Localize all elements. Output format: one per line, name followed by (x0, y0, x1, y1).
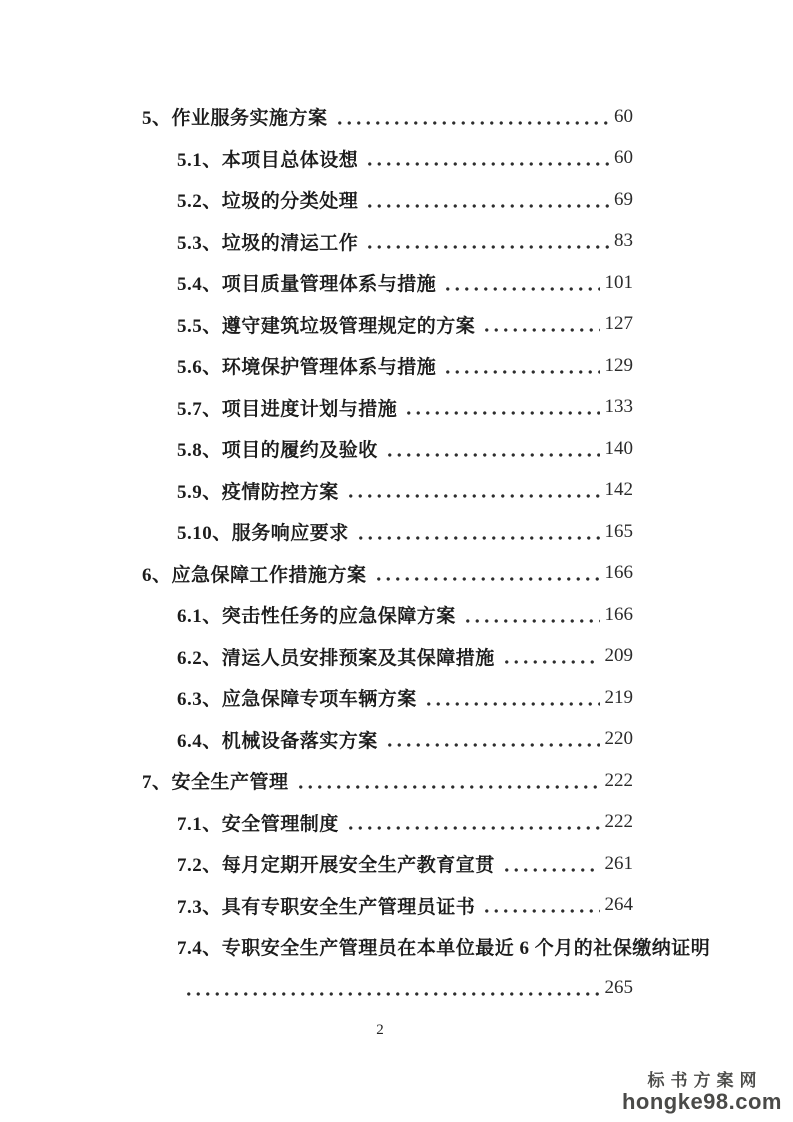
leader-dots-icon (441, 262, 599, 304)
leader-dots-icon (344, 470, 600, 512)
toc-entry-page: 83 (614, 230, 633, 252)
toc-entry (142, 387, 633, 429)
toc-entry (142, 179, 633, 221)
toc-entry-page: 165 (604, 520, 633, 542)
toc-entry-page: 129 (604, 354, 633, 376)
leader-dots-icon (480, 885, 599, 927)
toc-entry-title: 5.9、疫情防控方案 (177, 481, 339, 503)
toc-entry-title: 5.6、环境保护管理体系与措施 (177, 357, 437, 379)
leader-dots-icon (500, 843, 600, 885)
leader-dots-icon (344, 802, 600, 844)
toc-entry (142, 511, 633, 553)
leader-dots-icon (441, 345, 599, 387)
toc-entry-title: 7.2、每月定期开展安全生产教育宣贯 (177, 855, 495, 877)
toc-entry-title: 7、安全生产管理 (142, 772, 289, 794)
toc-entry (142, 802, 633, 844)
leader-dots-icon (383, 719, 600, 761)
toc-entry-title: 6.1、突击性任务的应急保障方案 (177, 606, 456, 628)
toc-entry-page: 222 (604, 811, 633, 833)
toc-entry-page: 133 (604, 396, 633, 418)
toc-entry (142, 221, 633, 263)
toc-entry (142, 760, 633, 802)
toc-entry (142, 138, 633, 180)
toc-entry-page: 140 (604, 437, 633, 459)
toc-entry-title: 7.1、安全管理制度 (177, 813, 339, 835)
toc-entry-page: 101 (604, 271, 633, 293)
leader-dots-icon (402, 387, 599, 429)
toc-entry-page: 60 (614, 147, 633, 169)
toc-list (142, 96, 711, 1009)
toc-entry-title: 5、作业服务实施方案 (142, 108, 328, 130)
toc-entry-title: 5.1、本项目总体设想 (177, 149, 359, 171)
toc-entry (142, 885, 633, 927)
toc-entry (142, 677, 633, 719)
watermark (622, 1072, 782, 1113)
toc-entry-title: 6.4、机械设备落实方案 (177, 730, 378, 752)
toc-entry (142, 262, 633, 304)
leader-dots-icon (461, 594, 600, 636)
toc-entry-title: 5.5、遵守建筑垃圾管理规定的方案 (177, 315, 476, 337)
footer-page-number: 2 (376, 1022, 384, 1038)
toc-entry-page: 219 (604, 686, 633, 708)
toc-entry-title: 6、应急保障工作措施方案 (142, 564, 367, 586)
toc-entry-page: 264 (604, 894, 633, 916)
toc-entry-page: 209 (604, 645, 633, 667)
toc-entry-title: 5.10、服务响应要求 (177, 523, 349, 545)
toc-entry-title: 7.3、具有专职安全生产管理员证书 (177, 896, 476, 918)
toc-entry-title: 5.7、项目进度计划与措施 (177, 398, 398, 420)
toc-entry-page: 60 (614, 105, 633, 127)
toc-entry-title: 5.2、垃圾的分类处理 (177, 191, 359, 213)
leader-dots-icon (422, 677, 600, 719)
leader-dots-icon (383, 428, 600, 470)
toc-entry (142, 304, 633, 346)
toc-entry (142, 719, 633, 761)
toc-entry-page: 166 (604, 562, 633, 584)
leader-dots-icon (372, 553, 600, 595)
watermark-site-name: 标书方案网 (647, 1071, 763, 1091)
toc-entry (142, 843, 633, 885)
toc-entry (142, 428, 633, 470)
toc-entry-title: 6.2、清运人员安排预案及其保障措施 (177, 647, 495, 669)
toc-entry-page: 142 (604, 479, 633, 501)
toc-entry-title: 5.3、垃圾的清运工作 (177, 232, 359, 254)
leader-dots-icon (294, 760, 600, 802)
leader-dots-icon (500, 636, 600, 678)
leader-dots-icon (354, 511, 600, 553)
leader-dots-icon (480, 304, 599, 346)
toc-entry (142, 96, 633, 138)
leader-dots-icon (363, 138, 609, 180)
toc-entry (142, 470, 633, 512)
leader-dots-icon (363, 221, 609, 263)
toc-entry (142, 594, 633, 636)
toc-entry-title: 7.4、专职安全生产管理员在本单位最近 6 个月的社保缴纳证明 (177, 938, 711, 960)
toc-entry-page: 127 (604, 313, 633, 335)
toc-entry-title: 5.4、项目质量管理体系与措施 (177, 274, 437, 296)
toc-entry (142, 553, 633, 595)
toc-entry-title: 5.8、项目的履约及验收 (177, 440, 378, 462)
toc-entry (142, 636, 633, 678)
toc-entry-page: 265 (604, 977, 633, 999)
leader-dots-icon (363, 179, 609, 221)
leader-dots-icon (182, 968, 600, 1010)
toc-entry-page: 69 (614, 188, 633, 210)
toc-entry-title: 6.3、应急保障专项车辆方案 (177, 689, 417, 711)
toc-entry-page: 220 (604, 728, 633, 750)
toc-entry-page: 166 (604, 603, 633, 625)
toc-entry-page: 222 (604, 769, 633, 791)
toc-entry (142, 968, 633, 1010)
toc-entry (142, 926, 711, 968)
toc-entry (142, 345, 633, 387)
leader-dots-icon (333, 96, 609, 138)
watermark-site-url: hongke98.com (621, 1088, 782, 1114)
toc-entry-page: 261 (604, 852, 633, 874)
